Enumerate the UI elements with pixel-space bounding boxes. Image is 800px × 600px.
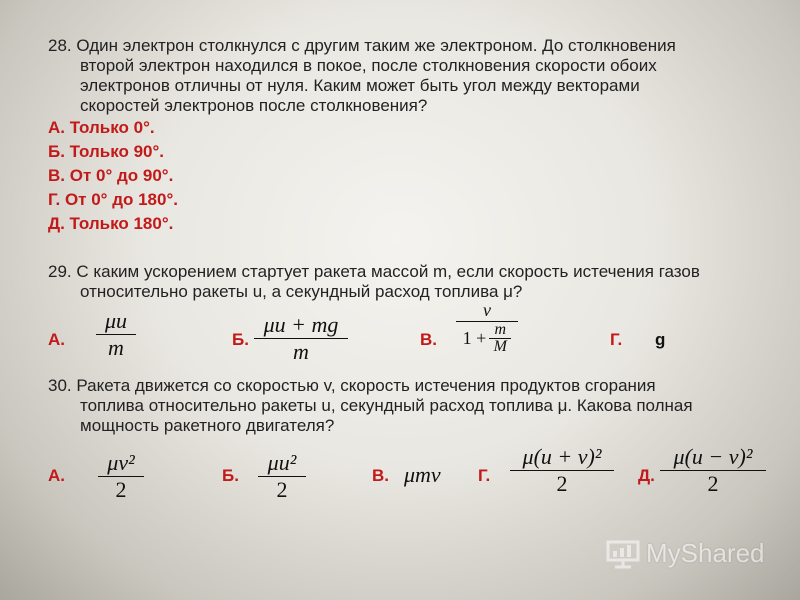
watermark-text: MyShared	[646, 538, 765, 568]
q29-b-numerator: μu + mg	[263, 312, 339, 337]
q29-formula-a	[96, 308, 136, 361]
q29-c-numerator: v	[483, 300, 491, 320]
q28-line3: электронов отличны от нуля. Каким может быть угол между векторами	[80, 76, 640, 95]
q29-b-denominator: m	[293, 339, 309, 364]
q30-answer-c: μmv	[404, 462, 441, 487]
q30-label-e: Д.	[638, 466, 655, 485]
q30-b-denominator: 2	[276, 477, 288, 502]
q30-line3: мощность ракетного двигателя?	[80, 416, 335, 435]
q30-line2: топлива относительно ракеты u, секундный расход топлива μ. Какова полная	[80, 396, 693, 415]
q29-label-d: Г.	[610, 330, 623, 349]
q30-label-a: А.	[48, 466, 65, 485]
q29-a-denominator: m	[108, 335, 124, 360]
presentation-icon	[606, 539, 640, 569]
q30-line1: 30. Ракета движется со скоростью v, скорость истечения продуктов сгорания	[48, 376, 656, 395]
q30-formula-e	[660, 444, 766, 497]
q30-label-c: В.	[372, 466, 389, 485]
q29-label-a: А.	[48, 330, 65, 349]
q30-e-numerator: μ(u − v)²	[673, 444, 753, 469]
q29-formula-b	[254, 312, 348, 365]
q28-option-e: Д. Только 180°.	[48, 214, 174, 233]
q29-c-den-num: m	[494, 321, 507, 338]
q28-line4: скоростей электронов после столкновения?	[80, 96, 428, 115]
q28-line2: второй электрон находился в покое, после столкновения скорости обоих	[80, 56, 657, 75]
q28-option-c: В. От 0° до 90°.	[48, 166, 174, 185]
q28-option-b: Б. Только 90°.	[48, 142, 165, 161]
q30-a-denominator: 2	[115, 477, 127, 502]
q30-d-numerator: μ(u + v)²	[522, 444, 602, 469]
q30-b-numerator: μu²	[267, 450, 297, 475]
q28-option-a: А. Только 0°.	[48, 118, 155, 137]
q30-label-b: Б.	[222, 466, 239, 485]
q29-label-b: Б.	[232, 330, 249, 349]
q29-c-denominator	[456, 322, 518, 355]
q30-d-denominator: 2	[556, 471, 568, 496]
q29-line2: относительно ракеты u, а секундный расход топлива μ?	[80, 282, 523, 301]
q29-formula-c	[456, 300, 518, 355]
q30-e-denominator: 2	[707, 471, 719, 496]
watermark-logo	[606, 538, 765, 569]
q30-formula-b	[258, 450, 306, 503]
q29-c-den-pre: 1 +	[462, 328, 487, 348]
q29-a-numerator: μu	[104, 308, 128, 333]
q29-answer-d: g	[655, 330, 666, 349]
q30-label-d: Г.	[478, 466, 491, 485]
q29-line1: 29. С каким ускорением стартует ракета массой m, если скорость истечения газов	[48, 262, 700, 281]
q30-formula-a	[98, 450, 144, 503]
q29-c-den-den: M	[493, 338, 507, 355]
q28-line1: 28. Один электрон столкнулся с другим таким же электроном. До столкновения	[48, 36, 676, 55]
q29-label-c: В.	[420, 330, 437, 349]
q30-formula-d	[510, 444, 614, 497]
q28-option-d: Г. От 0° до 180°.	[48, 190, 178, 209]
q29-c-inner-fraction	[489, 322, 511, 355]
q30-a-numerator: μv²	[107, 450, 135, 475]
